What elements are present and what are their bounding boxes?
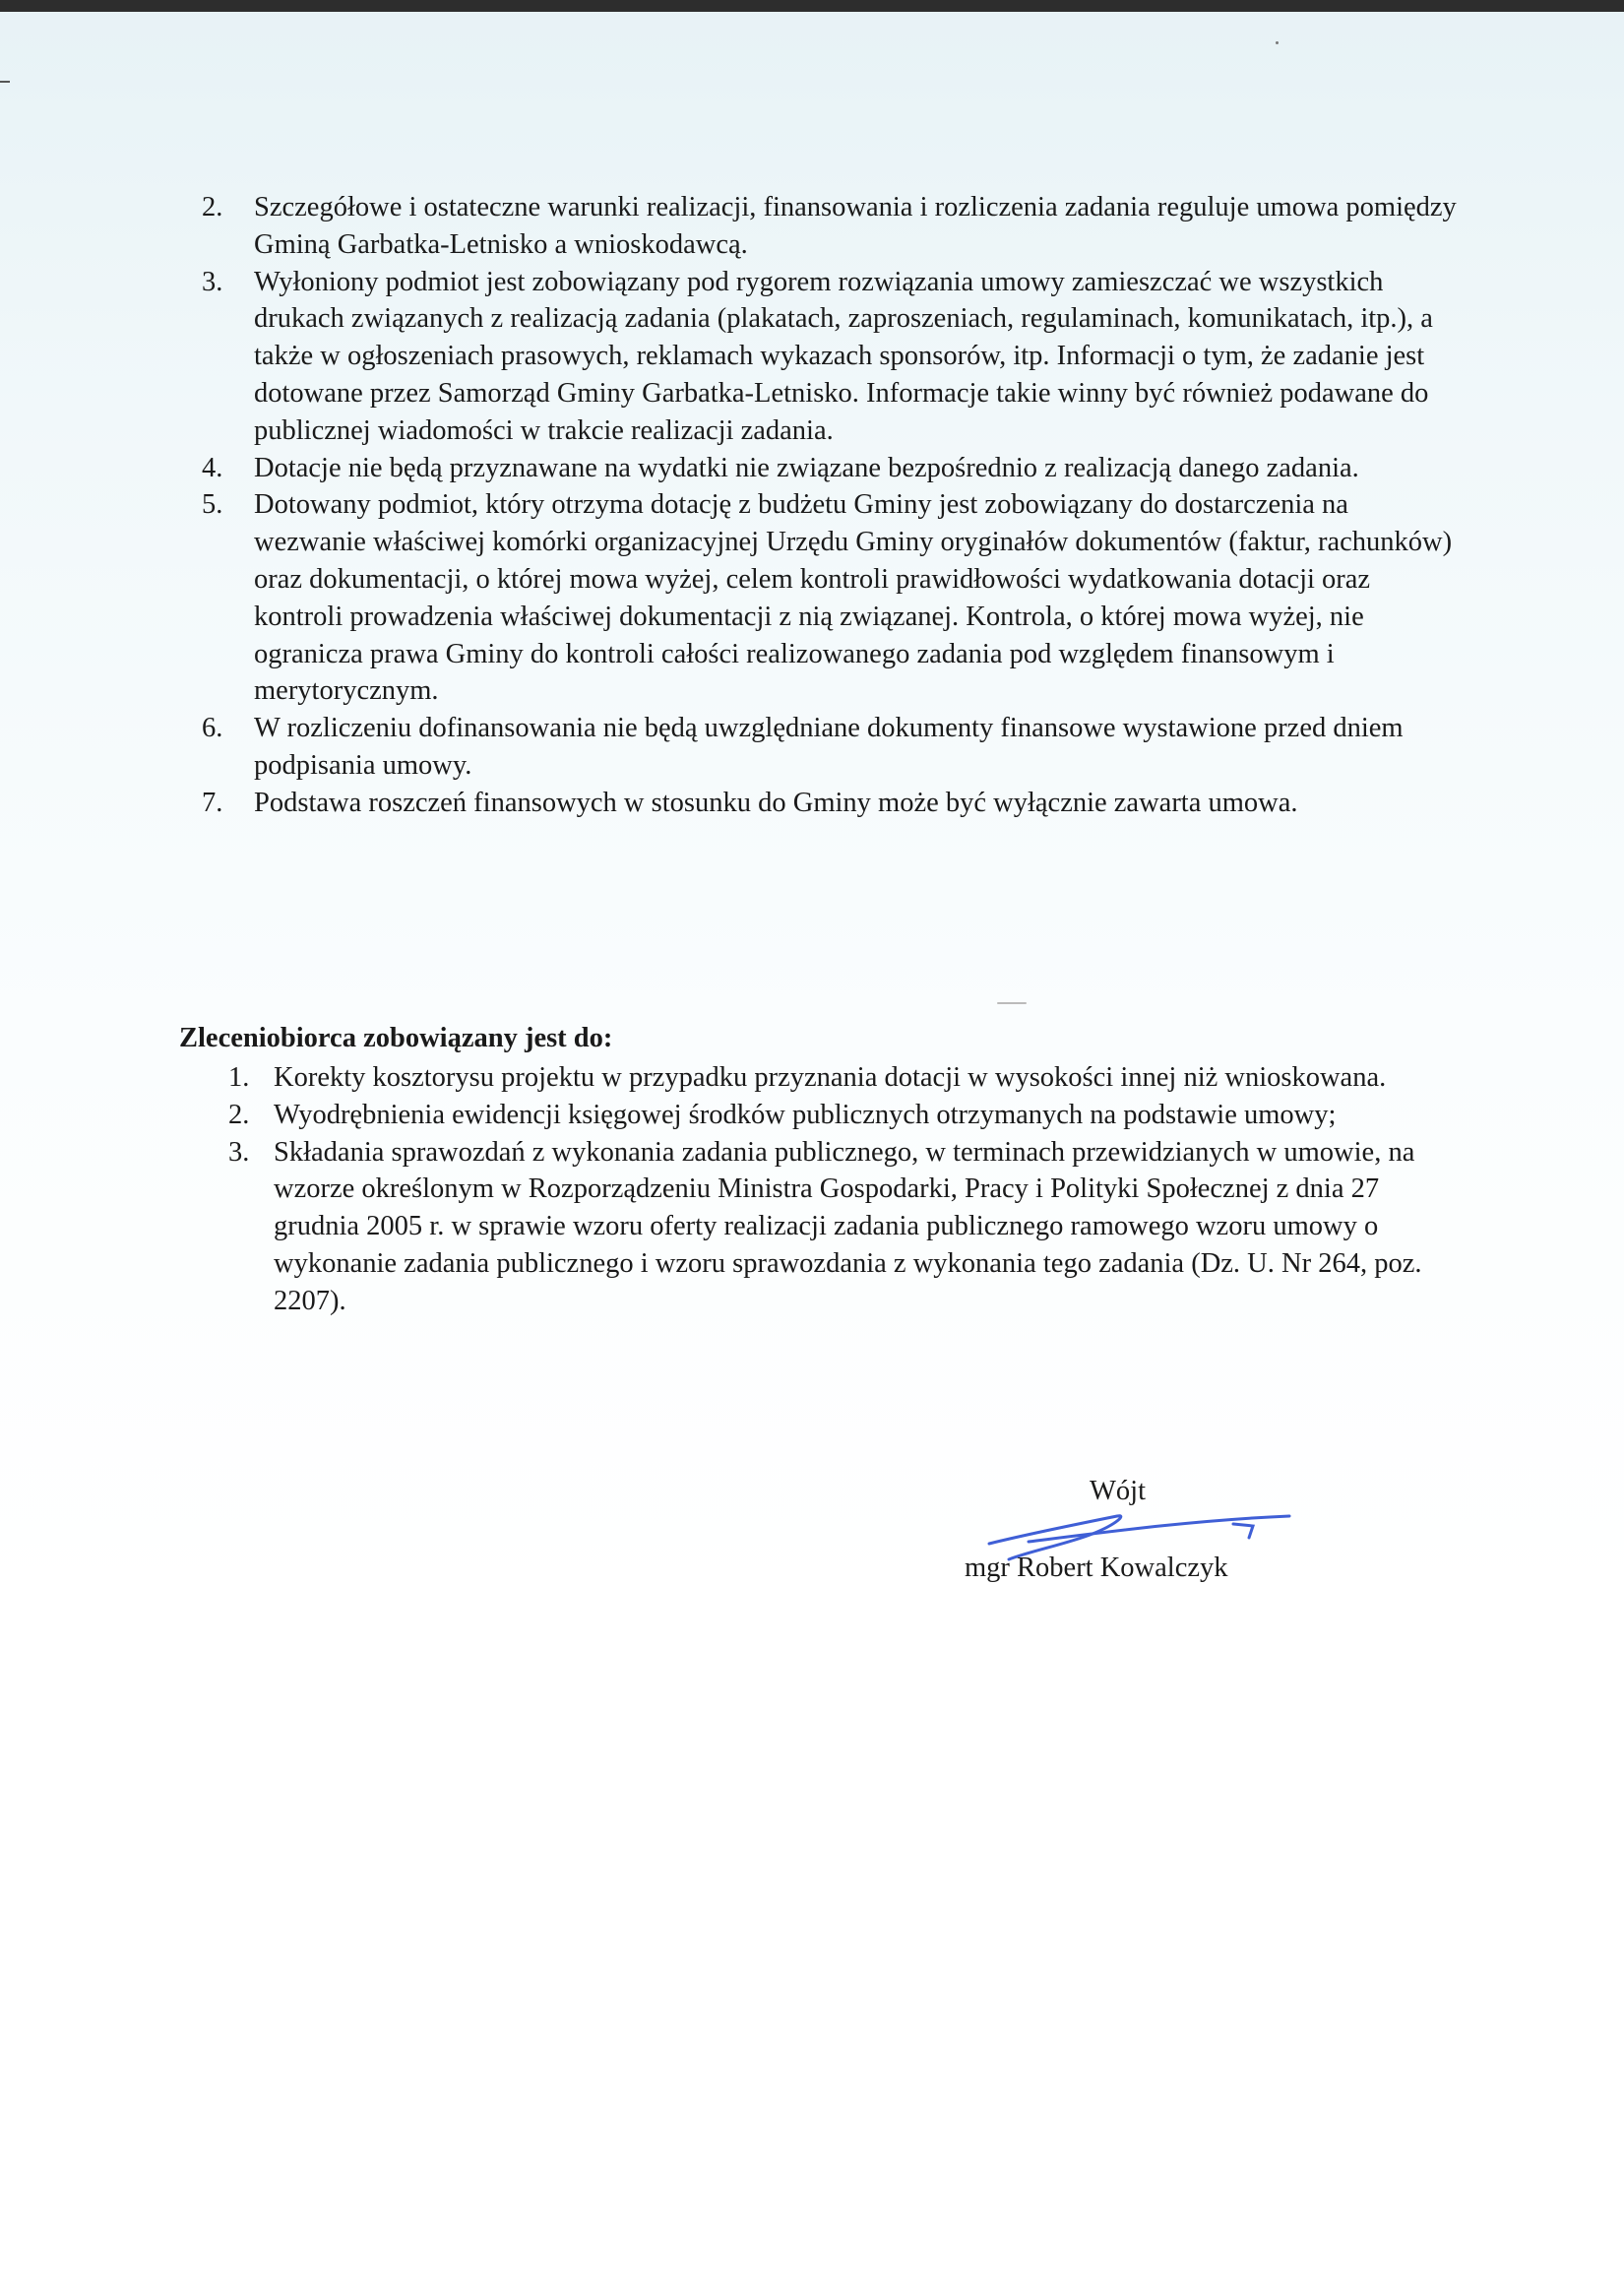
obligations-heading: Zleceniobiorca zobowiązany jest do:: [179, 1023, 613, 1053]
condition-item: [202, 785, 1457, 822]
condition-item: [202, 710, 1457, 785]
signatory-name: mgr Robert Kowalczyk: [965, 1553, 1228, 1583]
scan-top-edge: [0, 0, 1624, 12]
conditions-list: [202, 189, 1457, 822]
condition-item: [202, 264, 1457, 450]
item-number: 6.: [202, 713, 223, 744]
item-number: 3.: [202, 266, 223, 297]
obligation-item: [228, 1097, 1459, 1134]
item-text: W rozliczeniu dofinansowania nie będą uwzględniane dokumenty finansowe wystawione przed dniem podpisania umowy.: [254, 713, 1404, 781]
item-number: 1.: [228, 1062, 250, 1093]
condition-item: [202, 450, 1457, 487]
item-text: Wyodrębnienia ewidencji księgowej środków publicznych otrzymanych na podstawie umowy;: [274, 1099, 1337, 1130]
item-text: Podstawa roszczeń finansowych w stosunku do Gminy może być wyłącznie zawarta umowa.: [254, 787, 1298, 818]
condition-item: [202, 189, 1457, 264]
item-number: 2.: [228, 1099, 250, 1130]
scan-speck: [997, 1002, 1027, 1004]
signatory-title: Wójt: [1090, 1476, 1146, 1506]
condition-item: [202, 486, 1457, 710]
item-number: 3.: [228, 1136, 250, 1168]
item-text: Dotowany podmiot, który otrzyma dotację z budżetu Gminy jest zobowiązany do dostarczenia na wezwanie właściwej komórki organizacyjnej Urzędu Gminy oryginałów dokumentów (faktur, rachunków) oraz dokumentacji, o której mowa wyżej, celem kontroli prawidłowości wydatkowania dotacji oraz kontroli prowadzenia właściwej dokumentacji z nią związanej. Kontrola, o której mowa wyżej, nie ogranicza prawa Gminy do kontroli całości realizowanego zadania pod względem finansowym i merytorycznym.: [254, 489, 1453, 707]
item-number: 2.: [202, 192, 223, 222]
obligations-list: [228, 1059, 1459, 1320]
scan-speck: [1276, 41, 1279, 44]
item-text: Dotacje nie będą przyznawane na wydatki nie związane bezpośrednio z realizacją danego zadania.: [254, 452, 1359, 483]
obligation-item: [228, 1134, 1459, 1320]
item-number: 7.: [202, 787, 223, 818]
item-text: Korekty kosztorysu projektu w przypadku przyznania dotacji w wysokości innej niż wnioskowana.: [274, 1062, 1387, 1093]
scan-edge-mark: [0, 81, 10, 83]
obligation-item: [228, 1059, 1459, 1097]
item-number: 5.: [202, 489, 223, 521]
item-text: Wyłoniony podmiot jest zobowiązany pod rygorem rozwiązania umowy zamieszczać we wszystkich drukach związanych z realizacją zadania (plakatach, zaproszeniach, regulaminach, komunikatach, itp.), a także w ogłoszeniach prasowych, reklamach wykazach sponsorów, itp. Informacji o tym, że zadanie jest dotowane przez Samorząd Gminy Garbatka-Letnisko. Informacje takie winny być również podawane do publicznej wiadomości w trakcie realizacji zadania.: [254, 266, 1433, 446]
item-text: Składania sprawozdań z wykonania zadania publicznego, w terminach przewidzianych w umowie, na wzorze określonym w Rozporządzeniu Ministra Gospodarki, Pracy i Polityki Społecznej z dnia 27 grudnia 2005 r. w sprawie wzoru oferty realizacji zadania publicznego ramowego wzoru umowy o wykonanie zadania publicznego i wzoru sprawozdania z wykonania tego zadania (Dz. U. Nr 264, poz. 2207).: [274, 1136, 1422, 1316]
item-text: Szczegółowe i ostateczne warunki realizacji, finansowania i rozliczenia zadania reguluje umowa pomiędzy Gminą Garbatka-Letnisko a wnioskodawcą.: [254, 192, 1457, 260]
item-number: 4.: [202, 452, 223, 483]
